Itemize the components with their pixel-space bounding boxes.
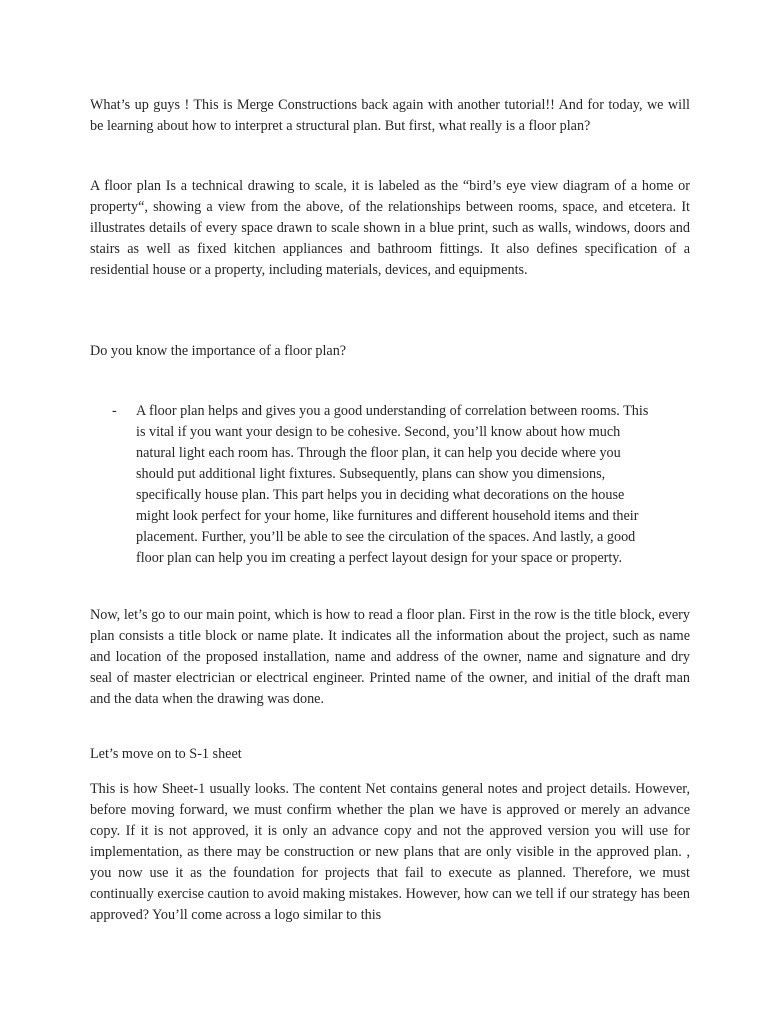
importance-bullet-text: A floor plan helps and gives you a good understanding of correlation between rooms. This is vital if you want your design to be cohesive. Second, you’ll know about how much natural light each room has. Through the floor plan, it can help you decide where you should put additional light fixtures. Subsequently, plans can show you dimensions, specifically house plan. This part helps you in deciding what decorations on the house might look perfect for your home, like furnitures and different household items and their placement. Further, you’ll be able to see the circulation of the spaces. And lastly, a good floor plan can help you im creating a perfect layout design for your space or property. <box>136 403 649 566</box>
title-block-paragraph: Now, let’s go to our main point, which is how to read a floor plan. First in the row is the title block, every plan consists a title block or name plate. It indicates all the information about the project, such as name and location of the proposed installation, name and address of the owner, name and signature and dry seal of master electrician or electrical engineer. Printed name of the owner, and initial of the draft man and the data when the drawing was done. <box>90 607 690 707</box>
bullet-marker: - <box>112 403 117 419</box>
s1-sheet-heading: Let’s move on to S-1 sheet <box>90 746 242 762</box>
floor-plan-definition-paragraph: A floor plan Is a technical drawing to scale, it is labeled as the “bird’s eye view diagram of a home or property“, showing a view from the above, of the relationships between rooms, space, and etcetera. It illustrates details of every space drawn to scale shown in a blue print, such as walls, windows, doors and stairs as well as fixed kitchen appliances and bathroom fittings. It also defines specification of a residential house or a property, including materials, devices, and equipments. <box>90 178 690 278</box>
importance-question: Do you know the importance of a floor plan? <box>90 343 347 359</box>
intro-paragraph: What’s up guys ! This is Merge Constructions back again with another tutorial!! And for today, we will be learning about how to interpret a structural plan. But first, what really is a floor plan? <box>90 97 690 134</box>
sheet-1-paragraph: This is how Sheet-1 usually looks. The content Net contains general notes and project details. However, before moving forward, we must confirm whether the plan we have is approved or merely an advance copy. If it is not approved, it is only an advance copy and not the approved version you will use for implementation, as there may be construction or new plans that are only visible in the approved plan. , you now use it as the foundation for projects that fail to execute as planned. Therefore, we must continually exercise caution to avoid making mistakes. However, how can we tell if our strategy has been approved? You’ll come across a logo similar to this <box>90 781 690 923</box>
